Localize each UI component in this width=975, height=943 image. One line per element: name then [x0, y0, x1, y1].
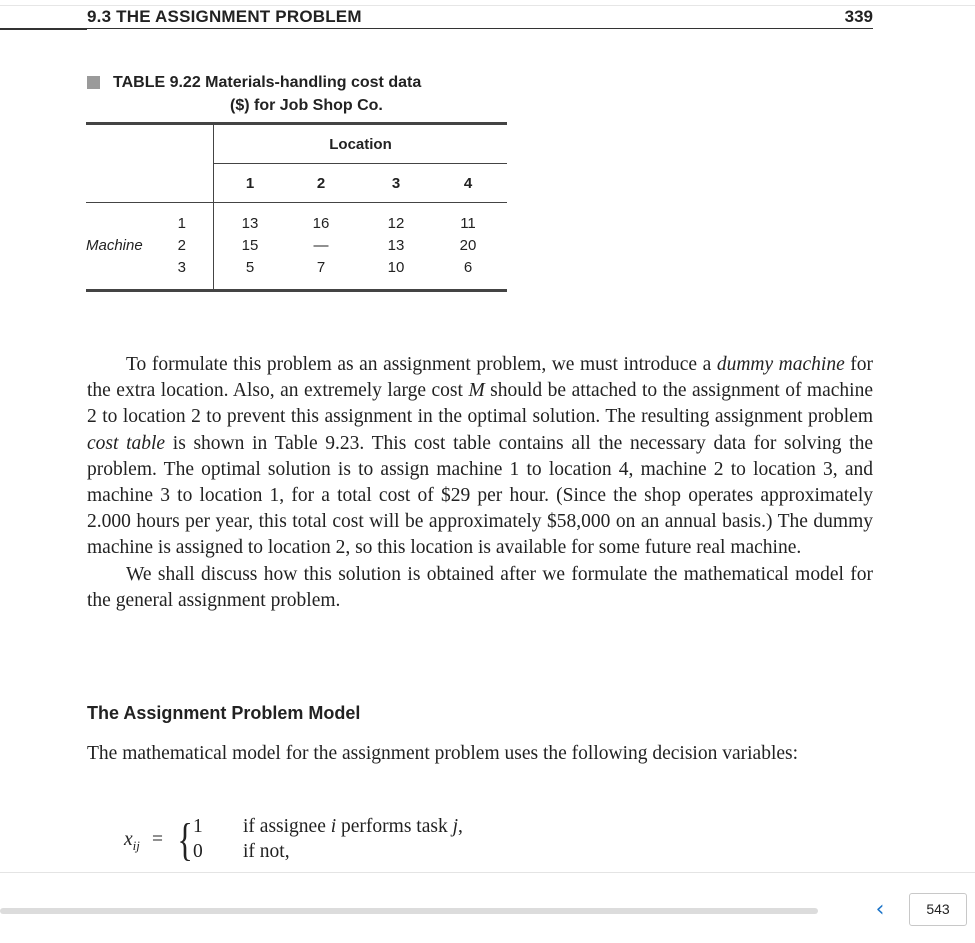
formula-brace: {: [177, 814, 193, 865]
table-cell: 16: [312, 215, 330, 232]
table-cell: 5: [245, 259, 255, 276]
p1-text: To formulate this problem as an assignment problem, we must introduce a: [126, 354, 717, 375]
cond-i: i: [330, 816, 337, 837]
row-label: 2: [177, 237, 186, 254]
page-number-input[interactable]: 543: [909, 893, 967, 926]
header-rule: [0, 28, 87, 30]
cond-text: performs task: [336, 816, 453, 837]
column-header: 4: [463, 175, 473, 192]
table-top-rule: [86, 122, 507, 125]
decision-variable-formula: [124, 815, 524, 870]
column-header: 3: [391, 175, 401, 192]
cond-j: j: [452, 816, 459, 837]
chevron-left-icon: ‹: [875, 897, 885, 922]
cond-text: ,: [458, 816, 463, 837]
formula-variable: [124, 829, 140, 854]
running-head: [87, 7, 873, 29]
machine-label: Machine: [86, 237, 143, 254]
row-label: 1: [177, 215, 186, 232]
p1-term-cost-table: cost table: [87, 432, 166, 454]
previous-page-button[interactable]: [867, 897, 893, 923]
cost-table: [86, 122, 507, 292]
header-rule-line: [86, 202, 507, 203]
table-cell: 15: [241, 237, 259, 254]
formula-equals: =: [152, 829, 163, 850]
table-cell: 10: [387, 259, 405, 276]
table-cell: 20: [459, 237, 477, 254]
table-bottom-rule: [86, 289, 507, 292]
caption-marker-icon: [87, 76, 100, 89]
table-cell: 12: [387, 215, 405, 232]
formula-value-1: 1: [193, 816, 203, 837]
page-scrollbar[interactable]: [0, 908, 818, 914]
paragraph-2: We shall discuss how this solution is obtained after we formulate the mathematical model for the general assignment problem.: [87, 563, 873, 611]
formula-condition-1: [243, 816, 463, 838]
formula-subscript: ij: [132, 837, 140, 853]
row-label: 3: [177, 259, 186, 276]
column-header: 2: [316, 175, 326, 192]
location-header: Location: [329, 136, 392, 153]
table-cell: 6: [463, 259, 473, 276]
p1-text: should be attached to the assignment of machine 2 to location 2 to prevent this assignment in the optimal solution. The resulting assignment problem: [87, 380, 873, 428]
paragraph-3: [87, 741, 873, 767]
formula-condition-0: if not,: [243, 841, 290, 862]
table-cell: 7: [316, 259, 326, 276]
formula-var-x: x: [124, 829, 133, 850]
cond-text: if assignee: [243, 816, 331, 837]
table-cell: 13: [241, 215, 259, 232]
page-number: 339: [844, 7, 873, 26]
body-paragraphs: [87, 352, 873, 614]
formula-value-0: 0: [193, 841, 203, 862]
section-title: 9.3 THE ASSIGNMENT PROBLEM: [87, 7, 362, 26]
section-heading: The Assignment Problem Model: [87, 703, 361, 723]
table-cell: 11: [460, 215, 476, 232]
p1-symbol-m: M: [468, 380, 485, 402]
p1-term-dummy-machine: dummy machine: [716, 354, 845, 375]
table-cell: —: [313, 237, 329, 254]
p1-text: for the extra location. Also, an extremely large cost: [87, 354, 873, 402]
paragraph-1: [87, 352, 873, 562]
caption-line-2: ($) for Job Shop Co.: [230, 97, 383, 114]
location-rule: [214, 163, 507, 164]
table-cell: 13: [387, 237, 405, 254]
p1-text: is shown in Table 9.23. This cost table contains all the necessary data for solving the problem. The optimal solution is to assign machine 1 to location 4, machine 2 to location 3, and machine 3 to location 1, for a total cost of $29 per hour. (Since the shop operates approximately 2.000 hours per year, this total cost will be approximately $58,000 on an annual basis.) The dummy machine is assigned to location 2, so this location is available for some future real machine.: [87, 432, 873, 559]
column-header: 1: [245, 175, 255, 192]
paragraph-3-text: The mathematical model for the assignment problem uses the following decision variables:: [87, 743, 799, 764]
top-divider: [0, 5, 975, 6]
caption-line-1: TABLE 9.22 Materials-handling cost data: [113, 74, 422, 91]
